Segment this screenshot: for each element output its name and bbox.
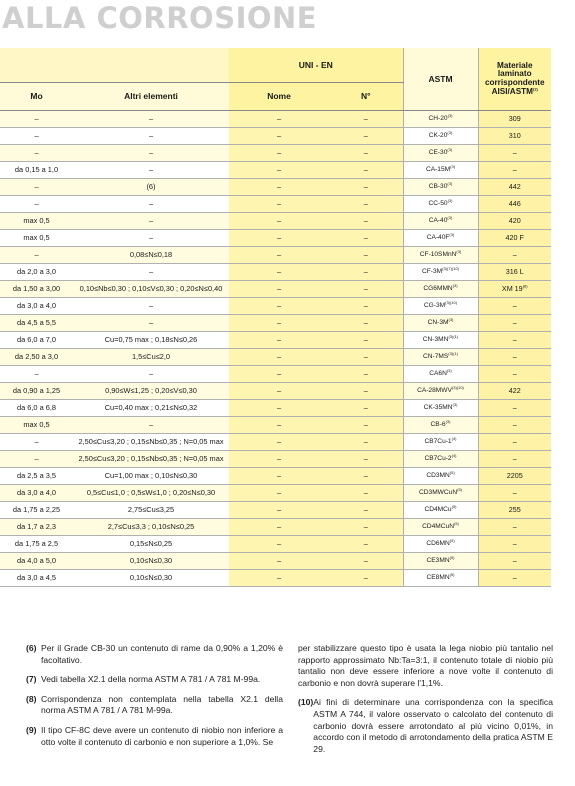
page-title: ALLA CORROSIONE: [2, 1, 318, 35]
table-row: [0, 230, 551, 247]
table-row: [0, 519, 551, 536]
cell-mo: da 4,5 a 5,5: [0, 315, 73, 332]
cell-astm: CB7Cu-1$^{(4)}$: [403, 434, 478, 451]
cell-altri: 0,10≤Nb≤0,30 ; 0,10≤V≤0,30 ; 0,20≤N≤0,40: [73, 281, 229, 298]
cell-material: –: [478, 400, 551, 417]
cell-astm: $CA6N^{(3)}$: [403, 366, 478, 383]
cell-n: –: [329, 553, 403, 570]
cell-altri: 0,10≤N≤0,30: [73, 553, 229, 570]
cell-n: –: [329, 502, 403, 519]
cell-astm: CF-10SMnN$^{(3)}$: [403, 247, 478, 264]
cell-n: –: [329, 264, 403, 281]
cell-altri: 2,50≤Cu≤3,20 ; 0,15≤Nb≤0,35 ; N=0,05 max: [73, 451, 229, 468]
cell-astm: $CA-28MWV^{(3)(10)}$: [403, 383, 478, 400]
cell-altri: –: [73, 111, 229, 128]
cell-astm: CK-20$^{(3)}$: [403, 128, 478, 145]
cell-mo: –: [0, 145, 73, 162]
cell-altri: –: [73, 298, 229, 315]
cell-mo: –: [0, 179, 73, 196]
header-material: Materiale laminato corrispondente AISI/ASTM$^{(2)}$: [478, 48, 551, 111]
cell-material: 420: [478, 213, 551, 230]
notes-right: [298, 643, 553, 763]
cell-nome: –: [229, 264, 329, 281]
footnote-text: Corrispondenza non contemplata nella tabella X2.1 della norma ASTM A 781 / A 781 M-99a.: [41, 693, 283, 716]
cell-material: –: [478, 332, 551, 349]
cell-altri: –: [73, 162, 229, 179]
cell-mo: –: [0, 247, 73, 264]
cell-n: –: [329, 128, 403, 145]
cell-astm: $CN-7MS^{(3)(1)}$: [403, 349, 478, 366]
cell-n: –: [329, 111, 403, 128]
cell-altri: 0,08≤N≤0,18: [73, 247, 229, 264]
cell-n: –: [329, 230, 403, 247]
table-row: [0, 179, 551, 196]
cell-material: XM 19$^{(8)}$: [478, 281, 551, 298]
cell-altri: –: [73, 264, 229, 281]
cell-nome: –: [229, 519, 329, 536]
cell-n: –: [329, 366, 403, 383]
table-row: [0, 264, 551, 281]
cell-material: –: [478, 315, 551, 332]
cell-material: 442: [478, 179, 551, 196]
cell-mo: da 0,15 a 1,0: [0, 162, 73, 179]
cell-altri: Cu=0,75 max ; 0,18≤N≤0,26: [73, 332, 229, 349]
cell-nome: –: [229, 400, 329, 417]
cell-material: –: [478, 298, 551, 315]
cell-nome: –: [229, 536, 329, 553]
table-row: [0, 536, 551, 553]
cell-mo: da 6,0 a 7,0: [0, 332, 73, 349]
cell-mo: da 0,90 a 1,25: [0, 383, 73, 400]
table-row: [0, 162, 551, 179]
cell-material: –: [478, 570, 551, 587]
footnote: [26, 674, 283, 686]
cell-altri: 0,10≤N≤0,30: [73, 570, 229, 587]
cell-n: –: [329, 213, 403, 230]
cell-astm: CD4MCuN$^{(5)}$: [403, 519, 478, 536]
cell-nome: –: [229, 111, 329, 128]
cell-astm: CB7Cu-2$^{(4)}$: [403, 451, 478, 468]
footnote: [26, 694, 283, 717]
cell-n: –: [329, 485, 403, 502]
table-row: [0, 366, 551, 383]
cell-nome: –: [229, 468, 329, 485]
cell-mo: da 4,0 a 5,0: [0, 553, 73, 570]
cell-material: –: [478, 247, 551, 264]
table-row: [0, 196, 551, 213]
notes-left: [26, 643, 283, 756]
footnote-number: (10): [298, 697, 314, 708]
table-row: [0, 349, 551, 366]
footnote-number: (8): [26, 693, 37, 704]
cell-nome: –: [229, 128, 329, 145]
cell-nome: –: [229, 502, 329, 519]
table-row: [0, 281, 551, 298]
cell-nome: –: [229, 298, 329, 315]
cell-nome: –: [229, 145, 329, 162]
cell-astm: CG6MMN$^{(3)}$: [403, 281, 478, 298]
cell-altri: –: [73, 213, 229, 230]
cell-altri: –: [73, 196, 229, 213]
table-row: [0, 247, 551, 264]
cell-altri: –: [73, 145, 229, 162]
table-row: [0, 145, 551, 162]
cell-astm: $CA-40F^{(3)}$: [403, 230, 478, 247]
table-row: [0, 400, 551, 417]
cell-altri: –: [73, 230, 229, 247]
cell-astm: CK-35MN$^{(3)}$: [403, 400, 478, 417]
cell-material: 422: [478, 383, 551, 400]
cell-astm: $CN-3M^{(3)}$: [403, 315, 478, 332]
cell-astm: $CG-3M^{(3)(10)}$: [403, 298, 478, 315]
cell-material: –: [478, 417, 551, 434]
cell-nome: –: [229, 553, 329, 570]
table-row: [0, 468, 551, 485]
cell-n: –: [329, 434, 403, 451]
cell-nome: –: [229, 451, 329, 468]
cell-n: –: [329, 451, 403, 468]
footnote-text: Ai fini di determinare una corrispondenza con la specifica ASTM A 744, il valore osservato o calcolato del contenuto di carbonio dovrà essere arrotondato al più vicino 0,01%, in accordo con il metodo di arrotondamento della pratica ASTM E 29.: [313, 697, 553, 754]
cell-astm: CD6MN$^{(5)}$: [403, 536, 478, 553]
cell-material: –: [478, 349, 551, 366]
cell-material: –: [478, 485, 551, 502]
header-astm: ASTM: [403, 48, 478, 111]
cell-nome: –: [229, 196, 329, 213]
cell-nome: –: [229, 162, 329, 179]
cell-nome: –: [229, 434, 329, 451]
header-blank: [0, 48, 229, 83]
table-row: [0, 553, 551, 570]
cell-nome: –: [229, 485, 329, 502]
cell-mo: da 2,50 a 3,0: [0, 349, 73, 366]
cell-n: –: [329, 570, 403, 587]
table-row: [0, 383, 551, 400]
cell-nome: –: [229, 417, 329, 434]
table-row: [0, 332, 551, 349]
cell-mo: da 3,0 a 4,0: [0, 298, 73, 315]
header-mo: Mo: [0, 83, 73, 111]
cell-n: –: [329, 383, 403, 400]
cell-altri: (6): [73, 179, 229, 196]
cell-material: –: [478, 451, 551, 468]
cell-material: –: [478, 519, 551, 536]
cell-altri: Cu=0,40 max ; 0,21≤N≤0,32: [73, 400, 229, 417]
table-row: [0, 213, 551, 230]
cell-mo: –: [0, 111, 73, 128]
header-uni-en: UNI - EN: [229, 48, 403, 83]
cell-n: –: [329, 332, 403, 349]
cell-nome: –: [229, 332, 329, 349]
footnote-number: (9): [26, 724, 37, 735]
cell-astm: $CF-3M^{(3)(7)(10)}$: [403, 264, 478, 281]
table-body: [0, 111, 551, 587]
cell-n: –: [329, 468, 403, 485]
cell-nome: –: [229, 383, 329, 400]
cell-mo: da 3,0 a 4,5: [0, 570, 73, 587]
footnote: [26, 725, 283, 748]
cell-nome: –: [229, 570, 329, 587]
cell-mo: da 1,7 a 2,3: [0, 519, 73, 536]
cell-mo: max 0,5: [0, 417, 73, 434]
table-row: [0, 502, 551, 519]
cell-mo: da 1,75 a 2,5: [0, 536, 73, 553]
corrosion-table: [0, 48, 551, 587]
cell-n: –: [329, 145, 403, 162]
footnote-text: Vedi tabella X2.1 della norma ASTM A 781 / A 781 M-99a.: [41, 674, 261, 685]
table-row: [0, 111, 551, 128]
cell-mo: da 1,50 a 3,00: [0, 281, 73, 298]
cell-n: –: [329, 519, 403, 536]
cell-mo: da 2,5 a 3,5: [0, 468, 73, 485]
cell-material: –: [478, 145, 551, 162]
cell-mo: max 0,5: [0, 213, 73, 230]
cell-mo: da 6,0 a 6,8: [0, 400, 73, 417]
footnote: [26, 643, 283, 666]
cell-mo: max 0,5: [0, 230, 73, 247]
cell-altri: 2,7≤Cu≤3,3 ; 0,10≤N≤0,25: [73, 519, 229, 536]
cell-astm: CE8MN$^{(5)}$: [403, 570, 478, 587]
cell-altri: –: [73, 366, 229, 383]
cell-astm: CD3MN$^{(5)}$: [403, 468, 478, 485]
cell-nome: –: [229, 366, 329, 383]
cell-n: –: [329, 400, 403, 417]
cell-material: 255: [478, 502, 551, 519]
cell-mo: –: [0, 128, 73, 145]
cell-altri: 0,90≤W≤1,25 ; 0,20≤V≤0,30: [73, 383, 229, 400]
cell-mo: da 2,0 a 3,0: [0, 264, 73, 281]
cell-astm: CA-40$^{(3)}$: [403, 213, 478, 230]
cell-mo: –: [0, 434, 73, 451]
cell-n: –: [329, 247, 403, 264]
cell-material: –: [478, 536, 551, 553]
cell-nome: –: [229, 213, 329, 230]
cell-material: 316 L: [478, 264, 551, 281]
cell-n: –: [329, 349, 403, 366]
footnote-text: Per il Grade CB-30 un contenuto di rame da 0,90% a 1,20% è facoltativo.: [41, 643, 283, 665]
cell-astm: $CA-15M^{(3)}$: [403, 162, 478, 179]
cell-astm: CB-30$^{(3)}$: [403, 179, 478, 196]
cell-material: 310: [478, 128, 551, 145]
table-row: [0, 298, 551, 315]
cell-mo: –: [0, 366, 73, 383]
cell-mo: da 3,0 a 4,0: [0, 485, 73, 502]
header-row-1: [0, 48, 551, 83]
cell-astm: $CN-3MN^{(3)(1)}$: [403, 332, 478, 349]
cell-n: –: [329, 179, 403, 196]
footnote-text: Il tipo CF-8C deve avere un contenuto di niobio non inferiore a otto volte il contenuto di carbonio e non superiore a 1,0%. Se: [41, 724, 283, 747]
cell-altri: 2,75≤Cu≤3,25: [73, 502, 229, 519]
cell-n: –: [329, 536, 403, 553]
cell-altri: –: [73, 128, 229, 145]
cell-n: –: [329, 417, 403, 434]
cell-astm: CE-30$^{(3)}$: [403, 145, 478, 162]
footnote-number: (6): [26, 643, 37, 653]
cell-mo: da 1,75 a 2,25: [0, 502, 73, 519]
table-row: [0, 451, 551, 468]
cell-material: 2205: [478, 468, 551, 485]
cell-material: –: [478, 162, 551, 179]
header-altri: Altri elementi: [73, 83, 229, 111]
table-row: [0, 434, 551, 451]
cell-n: –: [329, 162, 403, 179]
cell-nome: –: [229, 247, 329, 264]
cell-nome: –: [229, 281, 329, 298]
header-n: N°: [329, 83, 403, 111]
cell-astm: CB-6$^{(3)}$: [403, 417, 478, 434]
cell-astm: CD3MWCuN$^{(5)}$: [403, 485, 478, 502]
cell-mo: –: [0, 451, 73, 468]
cell-nome: –: [229, 315, 329, 332]
cell-altri: –: [73, 315, 229, 332]
cell-altri: 0,5≤Cu≤1,0 ; 0,5≤W≤1,0 ; 0,20≤N≤0,30: [73, 485, 229, 502]
cell-astm: CD4MCu$^{(5)}$: [403, 502, 478, 519]
cell-altri: –: [73, 417, 229, 434]
header-nome: Nome: [229, 83, 329, 111]
cell-n: –: [329, 281, 403, 298]
cell-n: –: [329, 315, 403, 332]
cell-astm: CC-50$^{(3)}$: [403, 196, 478, 213]
cell-nome: –: [229, 349, 329, 366]
cell-material: –: [478, 366, 551, 383]
cell-altri: Cu=1,00 max ; 0,10≤N≤0,30: [73, 468, 229, 485]
table-row: [0, 417, 551, 434]
cell-mo: –: [0, 196, 73, 213]
cell-astm: CE3MN$^{(5)}$: [403, 553, 478, 570]
cell-altri: 2,50≤Cu≤3,20 ; 0,15≤Nb≤0,35 ; N=0,05 max: [73, 434, 229, 451]
cell-material: 446: [478, 196, 551, 213]
cell-astm: CH-20$^{(3)}$: [403, 111, 478, 128]
cell-material: –: [478, 553, 551, 570]
cell-n: –: [329, 196, 403, 213]
cell-material: –: [478, 434, 551, 451]
cell-nome: –: [229, 179, 329, 196]
footnote-number: (7): [26, 674, 37, 685]
cell-material: 420 F: [478, 230, 551, 247]
cell-altri: 0,15≤N≤0,25: [73, 536, 229, 553]
note-9-continuation: per stabilizzare questo tipo è usata la lega niobio più tantalio nel rapporto approssimato Nb:Ta=3:1, il contenuto totale di niobio più tantalio non deve essere inferiore a nove volte il contenuto di carbonio e non dovrà superare l'1,1%.: [298, 643, 553, 688]
footnote: [298, 697, 553, 755]
table-row: [0, 128, 551, 145]
cell-altri: 1,5≤Cu≤2,0: [73, 349, 229, 366]
table-row: [0, 485, 551, 502]
table-row: [0, 570, 551, 587]
table-row: [0, 315, 551, 332]
cell-nome: –: [229, 230, 329, 247]
cell-n: –: [329, 298, 403, 315]
cell-material: 309: [478, 111, 551, 128]
